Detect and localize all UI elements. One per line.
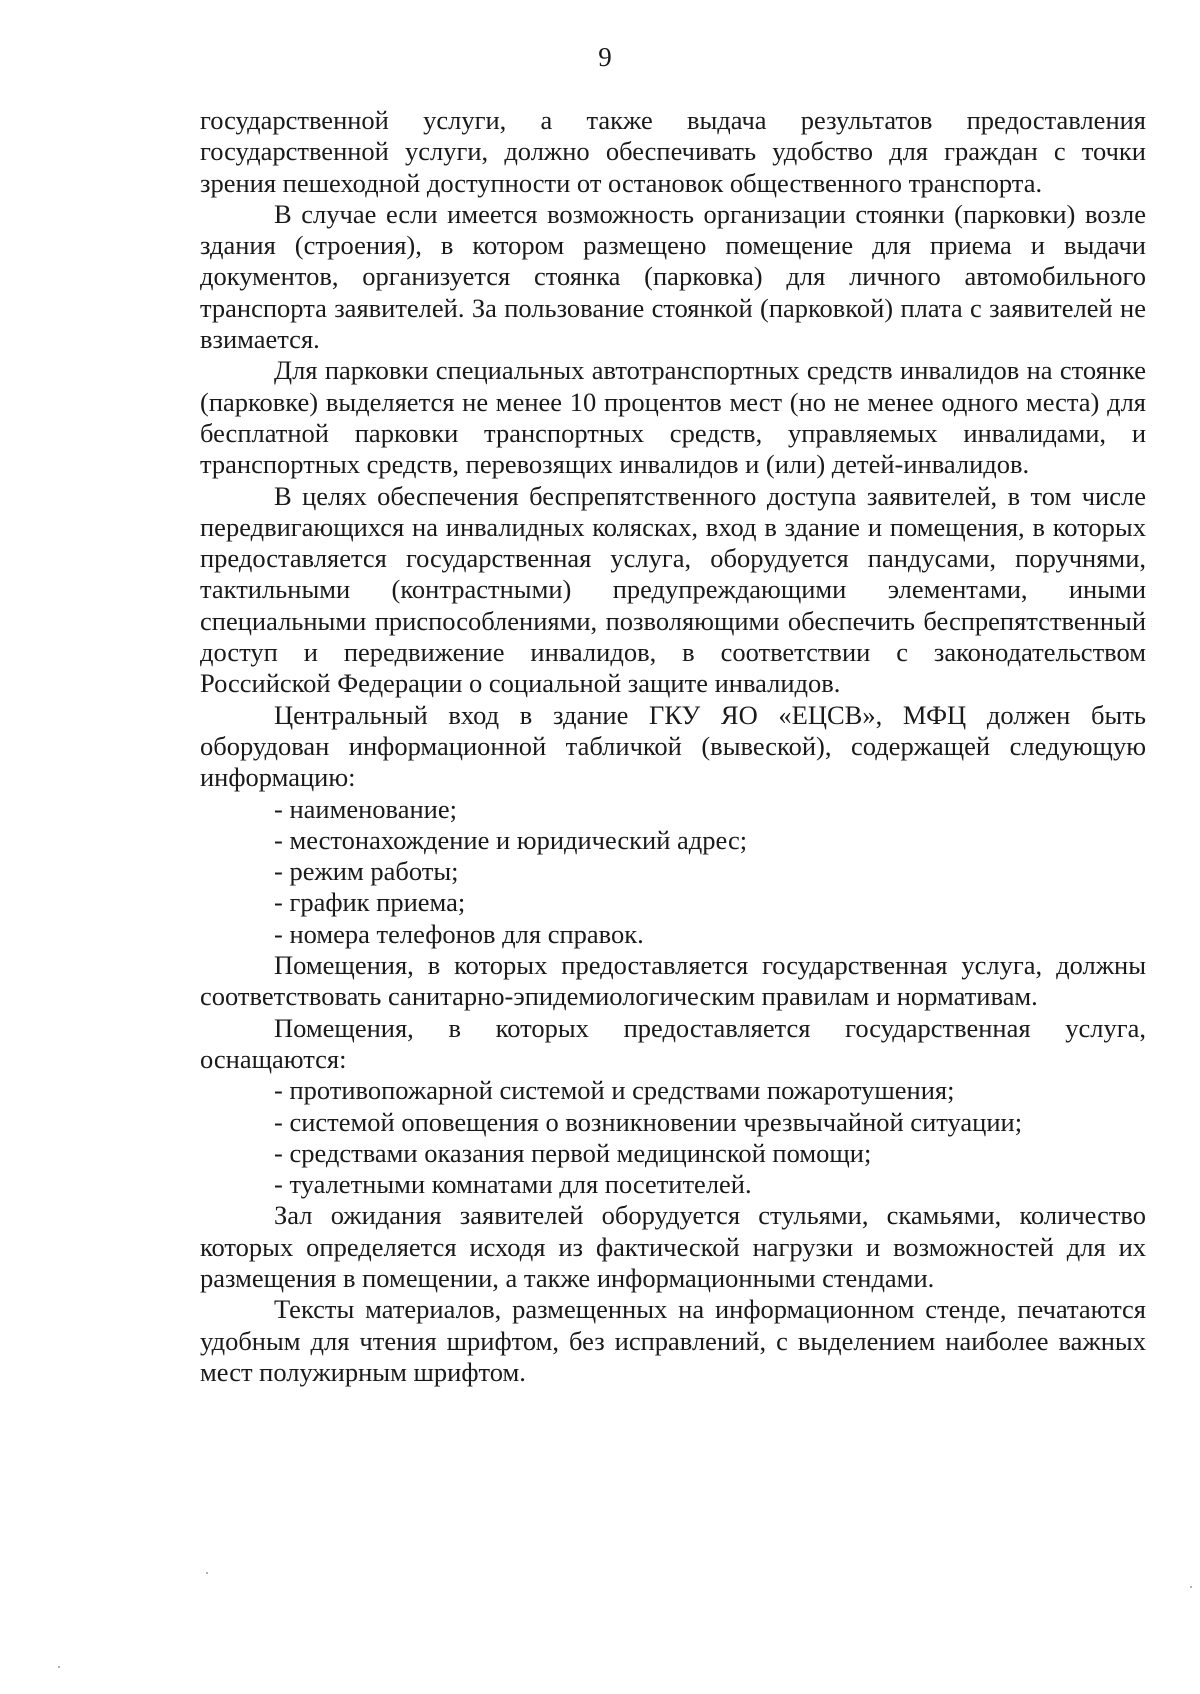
list-item: - график приема; bbox=[274, 887, 466, 918]
document-body bbox=[200, 105, 1146, 1388]
list-item: - туалетными комнатами для посетителей. bbox=[274, 1169, 752, 1200]
list-item: - наименование; bbox=[274, 793, 457, 824]
paragraph-continuation: государственной услуги, а также выдача результатов предоставления государственной услуги, должно обеспечивать удобство для граждан с точки зрения пешеходной доступности от остановок общественного транспорта. bbox=[200, 105, 1146, 198]
scan-artifact bbox=[206, 1572, 208, 1574]
sign-info-list bbox=[200, 794, 1146, 950]
paragraph-disabled-parking: Для парковки специальных автотранспортных средств инвалидов на стоянке (парковке) выделяется не менее 10 процентов мест (но не менее одного места) для бесплатной парковки транспортных средств, управляемых инвалидами, и транспортных средств, перевозящих инвалидов и (или) детей-инвалидов. bbox=[200, 355, 1146, 480]
page-number: 9 bbox=[598, 42, 612, 72]
paragraph-sanitary: Помещения, в которых предоставляется государственная услуга, должны соответствовать санитарно-эпидемиологическим правилам и нормативам. bbox=[200, 950, 1146, 1012]
list-item: - номера телефонов для справок. bbox=[274, 918, 644, 949]
paragraph-parking: В случае если имеется возможность организации стоянки (парковки) возле здания (строения), в котором размещено помещение для приема и выдачи документов, организуется стоянка (парковка) для личного автомобильного транспорта заявителей. За пользование стоянкой (парковкой) плата с заявителей не взимается. bbox=[200, 198, 1146, 355]
list-item: - местонахождение и юридический адрес; bbox=[274, 824, 748, 855]
paragraph-waiting-hall: Зал ожидания заявителей оборудуется стульями, скамьями, количество которых определяется исходя из фактической нагрузки и возможностей для их размещения в помещении, а также информационными стендами. bbox=[200, 1200, 1146, 1293]
list-item: - средствами оказания первой медицинской помощи; bbox=[274, 1137, 872, 1168]
scan-artifact bbox=[58, 1666, 60, 1668]
scan-artifact bbox=[1190, 1586, 1192, 1588]
equipment-list bbox=[200, 1075, 1146, 1200]
paragraph-stand-texts: Тексты материалов, размещенных на информационном стенде, печатаются удобным для чтения шрифтом, без исправлений, с выделением наиболее важных мест полужирным шрифтом. bbox=[200, 1294, 1146, 1387]
paragraph-equipment: Помещения, в которых предоставляется государственная услуга, оснащаются: bbox=[200, 1012, 1146, 1074]
list-item: - противопожарной системой и средствами пожаротушения; bbox=[274, 1075, 955, 1106]
list-item: - режим работы; bbox=[274, 856, 459, 887]
paragraph-accessibility: В целях обеспечения беспрепятственного доступа заявителей, в том числе передвигающихся на инвалидных колясках, вход в здание и помещения, в которых предоставляется государственная услуга, оборудуется пандусами, поручнями, тактильными (контрастными) предупреждающими элементами, иными специальными приспособлениями, позволяющими обеспечить беспрепятственный доступ и передвижение инвалидов, в соответствии с законодательством Российской Федерации о социальной защите инвалидов. bbox=[200, 480, 1146, 699]
paragraph-entrance-sign: Центральный вход в здание ГКУ ЯО «ЕЦСВ», МФЦ должен быть оборудован информационной табличкой (вывеской), содержащей следующую информацию: bbox=[200, 699, 1146, 793]
list-item: - системой оповещения о возникновении чрезвычайной ситуации; bbox=[274, 1106, 1023, 1137]
